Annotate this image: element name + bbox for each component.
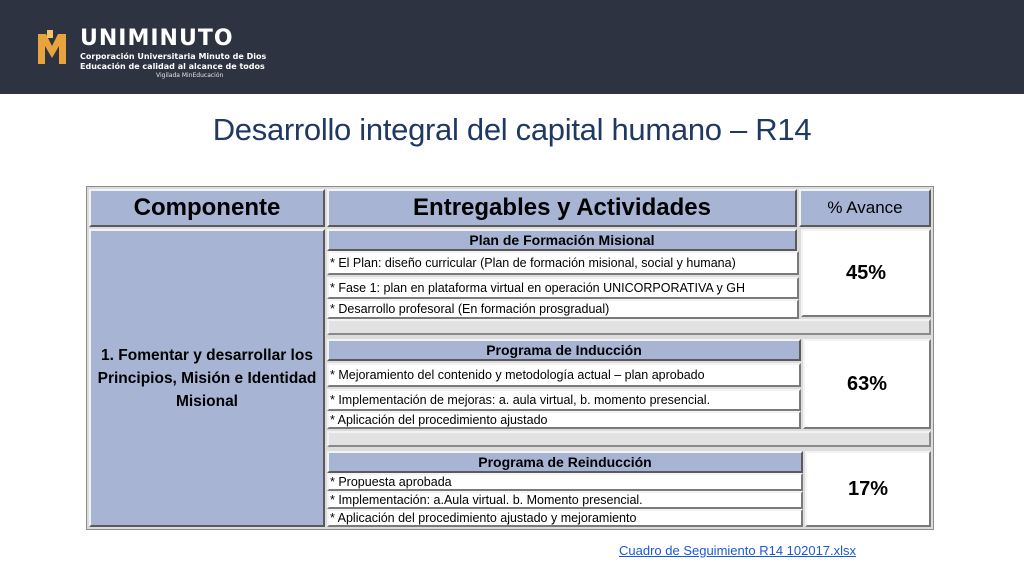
componente-cell: 1. Fomentar y desarrollar los Principios, Misión e Identidad Misional <box>89 229 325 527</box>
md-logo-icon <box>36 30 70 66</box>
logo-tagline-3: Vigilada MinEducación <box>156 72 224 79</box>
activity-item: * Implementación de mejoras: a. aula virtual, b. momento presencial. <box>327 389 801 411</box>
progress-table <box>86 186 934 530</box>
group-title: Plan de Formación Misional <box>327 229 797 251</box>
spacer-row <box>327 431 931 447</box>
page-title: Desarrollo integral del capital humano – R14 <box>212 112 812 147</box>
logo-name: UNIMINUTO <box>80 26 234 51</box>
activity-item: * Fase 1: plan en plataforma virtual en operación UNICORPORATIVA y GH <box>327 277 799 299</box>
activity-item: * Aplicación del procedimiento ajustado <box>327 411 801 429</box>
logo-tagline-2: Educación de calidad al alcance de todos <box>80 62 265 71</box>
header-avance: % Avance <box>799 189 931 227</box>
percent-cell: 17% <box>805 451 931 527</box>
activity-item: * Implementación: a.Aula virtual. b. Momento presencial. <box>327 491 803 509</box>
spreadsheet-link[interactable]: Cuadro de Seguimiento R14 102017.xlsx <box>619 543 857 558</box>
header-bar <box>0 0 1024 94</box>
group-title: Programa de Reinducción <box>327 451 803 473</box>
activity-item: * Aplicación del procedimiento ajustado y mejoramiento <box>327 509 803 527</box>
percent-cell: 45% <box>801 229 931 317</box>
activity-item: * Desarrollo profesoral (En formación prosgradual) <box>327 299 799 319</box>
percent-cell: 63% <box>803 339 931 429</box>
header-entregables: Entregables y Actividades <box>327 189 797 227</box>
logo-tagline-1: Corporación Universitaria Minuto de Dios <box>80 52 267 61</box>
spacer-row <box>327 319 931 335</box>
header-componente: Componente <box>89 189 325 227</box>
activity-item: * Mejoramiento del contenido y metodología actual – plan aprobado <box>327 363 801 387</box>
activity-item: * El Plan: diseño curricular (Plan de formación misional, social y humana) <box>327 251 799 275</box>
group-title: Programa de Inducción <box>327 339 801 361</box>
activity-item: * Propuesta aprobada <box>327 473 803 491</box>
